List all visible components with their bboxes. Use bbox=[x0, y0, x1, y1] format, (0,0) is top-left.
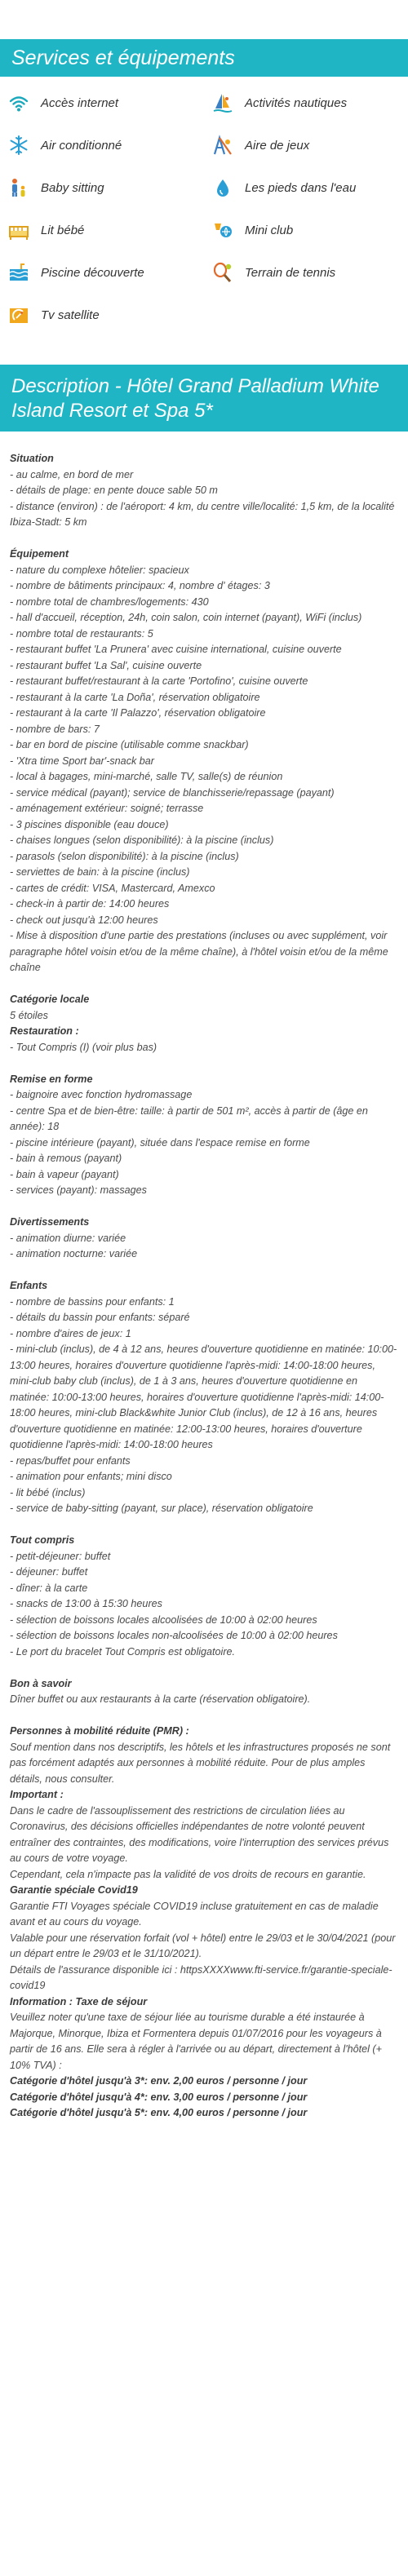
description-title: Description - Hôtel Grand Palladium White Island Resort et Spa 5* bbox=[0, 365, 408, 432]
description-line: - serviettes de bain: à la piscine (inclus) bbox=[10, 866, 190, 878]
service-label: Lit bébé bbox=[41, 223, 85, 237]
services-row bbox=[0, 124, 408, 166]
section-heading: Catégorie d'hôtel jusqu'à 5*: env. 4,00 euros / personne / jour bbox=[10, 2107, 308, 2118]
description-line: - bar en bord de piscine (utilisable comme snackbar) bbox=[10, 739, 249, 750]
section-heading: Catégorie locale bbox=[10, 994, 90, 1005]
service-item bbox=[0, 177, 204, 198]
description-line: - détails de plage: en pente douce sable 50 m bbox=[10, 485, 218, 496]
mini-club-icon bbox=[212, 219, 233, 241]
service-item bbox=[204, 177, 408, 198]
description-line: - distance (environ) : de l'aéroport: 4 km, du centre ville/localité: 1,5 km, de la localité Ibiza-Stadt: 5 km bbox=[10, 500, 395, 528]
paragraph-gap bbox=[10, 1517, 398, 1534]
service-label: Les pieds dans l'eau bbox=[245, 180, 357, 195]
description-line: - check out jusqu'à 12:00 heures bbox=[10, 914, 158, 926]
paragraph-gap bbox=[10, 1660, 398, 1676]
wifi-icon bbox=[8, 92, 29, 113]
description-line: - nombre de bars: 7 bbox=[10, 723, 100, 735]
section-heading: Catégorie d'hôtel jusqu'à 4*: env. 3,00 euros / personne / jour bbox=[10, 2091, 308, 2103]
description-line: Valable pour une réservation forfait (vol + hôtel) entre le 29/03 et le 30/04/2021 (pour un départ entre le 29/03 et le 31/10/2021). bbox=[10, 1932, 396, 1959]
description-line: - restaurant à la carte 'La Doña', réservation obligatoire bbox=[10, 691, 260, 703]
air-conditioning-icon bbox=[8, 135, 29, 156]
description-line: - centre Spa et de bien-être: taille: à partir de 501 m², accès à partir de (âge en année): 18 bbox=[10, 1104, 368, 1132]
description-line: - Le port du bracelet Tout Compris est obligatoire. bbox=[10, 1645, 236, 1658]
description-line: - service médical (payant); service de blanchisserie/repassage (payant) bbox=[10, 786, 335, 799]
description-line: - restaurant buffet 'La Prunera' avec cuisine international, cuisine ouverte bbox=[10, 644, 342, 655]
description-line: - baignoire avec fonction hydromassage bbox=[10, 1089, 193, 1100]
description-line: 5 étoiles bbox=[10, 1009, 48, 1021]
windsurf-icon bbox=[212, 92, 233, 113]
description-line: - nombre total de chambres/logements: 430 bbox=[10, 595, 209, 608]
description-line: - animation nocturne: variée bbox=[10, 1248, 138, 1259]
description-line: - parasols (selon disponibilité): à la piscine (inclus) bbox=[10, 850, 239, 862]
description-line: - au calme, en bord de mer bbox=[10, 468, 134, 480]
section-heading: Situation bbox=[10, 453, 54, 464]
service-label: Terrain de tennis bbox=[245, 265, 336, 280]
section-heading: Bon à savoir bbox=[10, 1677, 72, 1689]
description-line: - petit-déjeuner: buffet bbox=[10, 1550, 111, 1562]
description-line: - animation pour enfants; mini disco bbox=[10, 1471, 172, 1482]
description-line: - 'Xtra time Sport bar'-snack bar bbox=[10, 755, 154, 767]
service-item bbox=[0, 135, 204, 156]
description-line: - services (payant): massages bbox=[10, 1184, 147, 1196]
section-heading: Restauration : bbox=[10, 1025, 79, 1037]
description-line: - nature du complexe hôtelier: spacieux bbox=[10, 564, 189, 576]
description-line: - mini-club (inclus), de 4 à 12 ans, heures d'ouverture quotidienne en matinée: 10:00-13:00 heures, horaires d'ouverture quotidienne l'après-midi: 14:00-18:00 heures, mini-club baby club (inclus), de 1 à 3 ans, heures d'ouverture quotidienne en matinée: 10:00-13:00 heures, horaires d'ouverture quotidienne l'après-midi: 14:00-18:00 heures, mini-club Black&white Junior Club (inclus), de 12 à 16 ans, heures d'ouverture quotidienne en matinée: 12:00-13:00 heures, horaires d'ouverture quotidienne l'après-midi: 14:00-18:00 heures bbox=[10, 1343, 397, 1450]
services-grid bbox=[0, 77, 408, 336]
service-item bbox=[204, 219, 408, 241]
description-line: - repas/buffet pour enfants bbox=[10, 1454, 131, 1467]
description-line: - check-in à partir de: 14:00 heures bbox=[10, 898, 170, 910]
description-line: - hall d'accueil, réception, 24h, coin salon, coin internet (payant), WiFi (inclus) bbox=[10, 612, 362, 623]
description-line: - snacks de 13:00 à 15:30 heures bbox=[10, 1598, 162, 1609]
paragraph-gap bbox=[10, 1263, 398, 1279]
section-heading: Remise en forme bbox=[10, 1073, 93, 1085]
paragraph-gap bbox=[10, 1708, 398, 1724]
description-line: Dîner buffet ou aux restaurants à la carte (réservation obligatoire). bbox=[10, 1693, 311, 1705]
description-line: - aménagement extérieur: soigné; terrasse bbox=[10, 803, 204, 814]
service-label: Accès internet bbox=[41, 95, 119, 110]
description-line: - bain à remous (payant) bbox=[10, 1153, 122, 1164]
service-item bbox=[0, 262, 204, 283]
paragraph-gap bbox=[10, 1056, 398, 1072]
description-line: - restaurant buffet/restaurant à la carte 'Portofino', cuisine ouverte bbox=[10, 675, 308, 687]
section-heading: Personnes à mobilité réduite (PMR) : bbox=[10, 1725, 189, 1737]
description-line: - bain à vapeur (payant) bbox=[10, 1168, 119, 1180]
description-line: - restaurant à la carte 'Il Palazzo', réservation obligatoire bbox=[10, 707, 266, 719]
section-heading: Catégorie d'hôtel jusqu'à 3*: env. 2,00 euros / personne / jour bbox=[10, 2075, 308, 2087]
page bbox=[0, 39, 408, 2138]
crib-icon bbox=[8, 219, 29, 241]
section-heading: Important : bbox=[10, 1789, 64, 1800]
description-line: - nombre d'aires de jeux: 1 bbox=[10, 1327, 131, 1339]
description-line: - Tout Compris (I) (voir plus bas) bbox=[10, 1041, 157, 1053]
description-line: - local à bagages, mini-marché, salle TV, salle(s) de réunion bbox=[10, 771, 283, 782]
section-heading: Information : Taxe de séjour bbox=[10, 1995, 148, 2007]
service-item bbox=[0, 219, 204, 241]
description-line: - sélection de boissons locales alcoolisées de 10:00 à 02:00 heures bbox=[10, 1613, 317, 1626]
description-line: Souf mention dans nos descriptifs, les hôtels et les infrastructures proposés ne sont pas forcément adaptés aux personnes à mobilité réduite. Pour de plus amples détails, nous consulter. bbox=[10, 1741, 391, 1785]
description-line: Veuillez noter qu'une taxe de séjour liée au tourisme durable a été instaurée à Majorque, Minorque, Ibiza et Formentera depuis 01/07/2016 pour les voyageurs à partir de 16 ans. Elle sera à régler à l'arrivée ou au départ, directement à l'hôtel (+ 10% TVA) : bbox=[10, 2012, 382, 2071]
description-line: - nombre total de restaurants: 5 bbox=[10, 627, 153, 640]
service-label: Air conditionné bbox=[41, 138, 122, 153]
service-label: Piscine découverte bbox=[41, 265, 144, 280]
paragraph-gap bbox=[10, 976, 398, 993]
description-line: - dîner: à la carte bbox=[10, 1582, 88, 1594]
service-item bbox=[204, 135, 408, 156]
tennis-icon bbox=[212, 262, 233, 283]
description-line: - lit bébé (inclus) bbox=[10, 1486, 86, 1498]
service-item bbox=[0, 304, 204, 325]
paragraph-gap bbox=[10, 1199, 398, 1215]
description-line: - restaurant buffet 'La Sal', cuisine ouverte bbox=[10, 659, 202, 671]
service-label: Activités nautiques bbox=[245, 95, 348, 110]
baby-sitting-icon bbox=[8, 177, 29, 198]
section-heading: Garantie spéciale Covid19 bbox=[10, 1884, 138, 1896]
services-row bbox=[0, 82, 408, 124]
description-line: - cartes de crédit: VISA, Mastercard, Amexco bbox=[10, 882, 215, 894]
section-heading: Enfants bbox=[10, 1280, 48, 1291]
description-line: - 3 piscines disponible (eau douce) bbox=[10, 818, 169, 830]
description-body bbox=[0, 432, 408, 2138]
service-label: Baby sitting bbox=[41, 180, 104, 195]
description-line: - détails du bassin pour enfants: séparé bbox=[10, 1312, 190, 1323]
description-line: - service de baby-sitting (payant, sur place), réservation obligatoire bbox=[10, 1503, 313, 1514]
description-line: Cependant, cela n'impacte pas la validité de vos droits de recours en garantie. bbox=[10, 1868, 366, 1880]
description-line: - piscine intérieure (payant), située dans l'espace remise en forme bbox=[10, 1136, 310, 1149]
section-heading: Divertissements bbox=[10, 1216, 90, 1228]
services-row bbox=[0, 209, 408, 251]
paragraph-gap bbox=[10, 531, 398, 547]
service-label: Tv satellite bbox=[41, 308, 100, 322]
section-heading: Équipement bbox=[10, 548, 69, 560]
services-row bbox=[0, 251, 408, 294]
description-line: Détails de l'assurance disponible ici : httpsXXXXwww.fti-service.fr/garantie-speciale-covid19 bbox=[10, 1963, 392, 1991]
description-line: - Mise à disposition d'une partie des prestations (incluses ou avec supplément, voir paragraphe hôtel voisin et/ou de la même chaîne), à l'hôtel voisin et/ou de la même chaîne bbox=[10, 930, 388, 973]
service-item bbox=[0, 92, 204, 113]
services-row bbox=[0, 294, 408, 336]
service-label: Aire de jeux bbox=[245, 138, 310, 153]
playground-icon bbox=[212, 135, 233, 156]
description-line: - déjeuner: buffet bbox=[10, 1566, 88, 1578]
description-line: - sélection de boissons locales non-alcoolisées de 10:00 à 02:00 heures bbox=[10, 1630, 338, 1641]
description-line: - animation diurne: variée bbox=[10, 1232, 126, 1244]
satellite-tv-icon bbox=[8, 304, 29, 325]
description-line: - nombre de bâtiments principaux: 4, nombre d' étages: 3 bbox=[10, 580, 270, 591]
description-line: - nombre de bassins pour enfants: 1 bbox=[10, 1295, 175, 1308]
service-item bbox=[204, 262, 408, 283]
description-line: - chaises longues (selon disponibilité): à la piscine (inclus) bbox=[10, 834, 274, 846]
description-line: Garantie FTI Voyages spéciale COVID19 incluse gratuitement en cas de maladie avant et au cours du voyage. bbox=[10, 1900, 379, 1928]
services-title: Services et équipements bbox=[0, 39, 408, 77]
description-line: Dans le cadre de l'assouplissement des restrictions de circulation liées au Coronavirus, des décisions officielles indépendantes de notre volonté peuvent entraîner des contraintes, des modifications, voire l'interruption des services prévus au cours de votre voyage. bbox=[10, 1804, 389, 1864]
section-heading: Tout compris bbox=[10, 1534, 75, 1546]
service-label: Mini club bbox=[245, 223, 294, 237]
service-item bbox=[204, 92, 408, 113]
services-row bbox=[0, 166, 408, 209]
water-drop-icon bbox=[212, 177, 233, 198]
swimming-pool-icon bbox=[8, 262, 29, 283]
